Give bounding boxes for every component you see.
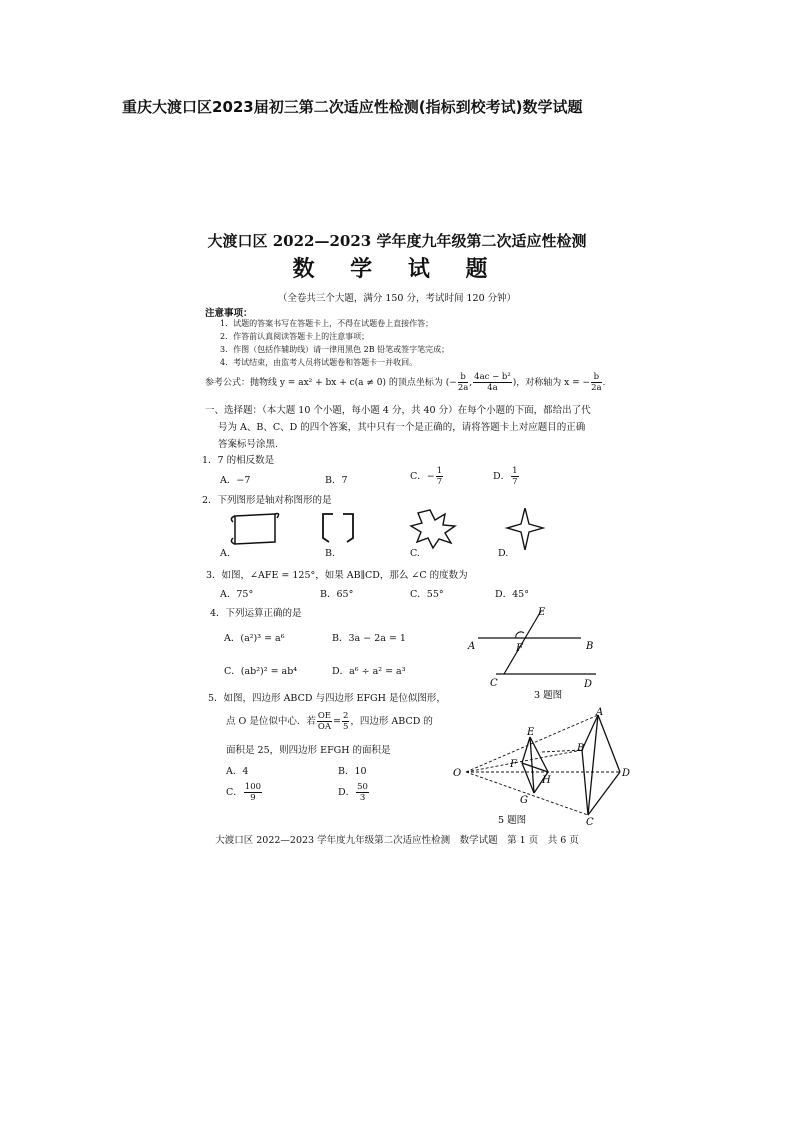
section-heading: 一、选择题：（本大题 10 个小题，每小题 4 分，共 40 分）在每个小题的下面，都给出了代 (205, 405, 591, 416)
q1-option-b: B．7 (325, 475, 348, 486)
notes-title: 注意事项： (205, 308, 253, 319)
point-label: F (510, 759, 517, 770)
fraction (473, 372, 512, 393)
note-item: 2．作答前认真阅读答题卡上的注意事项； (220, 332, 370, 341)
point-label: C (490, 678, 498, 689)
fraction (356, 782, 369, 803)
q2-label-d: D. (498, 548, 509, 559)
section-text: 答案标号涂黑. (218, 439, 279, 450)
q4-option-c: C．(ab²)² = ab⁴ (224, 666, 298, 677)
fraction (511, 466, 518, 487)
denominator: 9 (250, 793, 256, 803)
denominator: 2a (591, 383, 602, 393)
question-text: = (333, 716, 341, 727)
point-label: F (516, 643, 523, 654)
figure-caption: 3 题图 (534, 690, 563, 701)
reference-formula (205, 372, 605, 393)
q1-option-a: A．−7 (220, 475, 251, 486)
point-label: D (622, 768, 631, 779)
fraction (342, 711, 349, 732)
question-5-line-1: 5．如图，四边形 ABCD 与四边形 EFGH 是位似图形， (208, 693, 446, 704)
fraction (317, 711, 332, 732)
fraction (436, 466, 443, 487)
q4-option-b: B．3a − 2a = 1 (332, 633, 406, 644)
question-5-line-3: 面积是 25，则四边形 EFGH 的面积是 (226, 745, 391, 756)
exam-title: 大渡口区 2022—2023 学年度九年级第二次适应性检测 (207, 232, 587, 250)
point-label: E (527, 727, 535, 738)
exam-subject: 数 学 试 题 (292, 256, 502, 282)
denominator: 2a (457, 383, 469, 393)
q4-option-d: D．a⁶ ÷ a² = a³ (332, 666, 406, 677)
question-1-stem: 1．7 的相反数是 (202, 455, 275, 466)
fraction (244, 782, 262, 803)
q4-option-a: A．(a²)³ = a⁶ (224, 633, 285, 644)
question-3-stem: 3．如图，∠AFE = 125°，如果 AB∥CD，那么 ∠C 的度数为 (206, 570, 468, 581)
q5-option-c (226, 782, 263, 803)
fraction (591, 372, 601, 393)
page-footer: 大渡口区 2022—2023 学年度九年级第二次适应性检测 数学试题 第 1 页 共 6 页 (215, 835, 579, 846)
fraction (458, 372, 468, 393)
option-label: D． (493, 471, 511, 482)
exam-info: （全卷共三个大题，满分 150 分，考试时间 120 分钟） (277, 293, 517, 304)
note-item: 3．作图（包括作辅助线）请一律用黑色 2B 铅笔或签字笔完成； (220, 345, 450, 354)
point-label: A (596, 707, 604, 718)
q2-label-b: B. (325, 548, 336, 559)
option-label: D． (338, 787, 356, 798)
q1-option-c (410, 466, 444, 487)
option-label: C． (226, 787, 243, 798)
point-label: O (453, 768, 462, 779)
denominator: 7 (436, 477, 443, 487)
q2-figures (225, 508, 585, 550)
formula-text: . (602, 378, 606, 388)
denominator: 5 (342, 722, 349, 732)
question-2-stem: 2．下列图形是轴对称图形的是 (202, 495, 332, 506)
burst-figure (411, 510, 455, 548)
formula-text: , (469, 378, 473, 388)
numerator: b (591, 372, 601, 383)
point-label: B (577, 743, 585, 754)
point-label: H (542, 775, 551, 786)
point-label: E (538, 607, 546, 618)
q3-option-b: B．65° (320, 589, 354, 600)
denominator: 3 (359, 793, 366, 803)
bracket-figure (323, 514, 353, 542)
q2-label-a: A. (220, 548, 230, 559)
note-item: 1．试题的答案书写在答题卡上，不得在试题卷上直接作答； (220, 319, 434, 328)
q1-option-d (493, 466, 520, 487)
option-label: C．− (410, 471, 435, 482)
numerator: b (458, 372, 468, 383)
point-label: B (586, 641, 594, 652)
q5-option-d (338, 782, 370, 803)
point-label: C (586, 817, 594, 827)
formula-text: 参考公式：抛物线 y = ax² + bx + c(a ≠ 0) 的顶点坐标为 (− (205, 378, 457, 388)
four-point-star-figure (507, 508, 543, 550)
question-4-stem: 4．下列运算正确的是 (210, 608, 302, 619)
question-text: 点 O 是位似中心．若 (226, 716, 316, 727)
denominator: 7 (512, 477, 518, 487)
numerator: 50 (357, 782, 368, 792)
q3-option-c: C．55° (410, 589, 444, 600)
document-title: 重庆大渡口区2023届初三第二次适应性检测(指标到校考试)数学试题 (122, 98, 583, 116)
denominator: 4a (487, 383, 498, 393)
question-5-line-2 (226, 711, 433, 732)
q5-figure (450, 705, 640, 827)
note-item: 4．考试结束，由监考人员将试题卷和答题卡一并收回。 (220, 358, 418, 367)
formula-text: )，对称轴为 x = − (512, 378, 591, 388)
numerator: OE (317, 711, 332, 721)
numerator: 2 (342, 711, 349, 721)
numerator: 100 (244, 782, 262, 792)
scroll-figure (231, 514, 278, 545)
q5-option-b: B．10 (338, 766, 367, 777)
question-text: ，四边形 ABCD 的 (350, 716, 433, 727)
q5-option-a: A．4 (226, 766, 249, 777)
q3-option-d: D．45° (495, 589, 529, 600)
q3-option-a: A．75° (220, 589, 254, 600)
point-label: A (468, 641, 476, 652)
quad-abcd (582, 715, 620, 815)
denominator: OA (317, 722, 331, 732)
q3-figure (466, 603, 616, 703)
point-label: G (520, 795, 528, 806)
numerator: 4ac − b² (474, 372, 511, 382)
numerator: 1 (512, 466, 518, 476)
section-text: 号为 A、B、C、D 的四个答案，其中只有一个是正确的，请将答题卡上对应题目的正确 (218, 422, 586, 433)
point-label: D (584, 679, 593, 690)
angle-arc (516, 632, 524, 638)
numerator: 1 (436, 466, 443, 476)
q2-label-c: C. (410, 548, 420, 559)
figure-caption: 5 题图 (498, 815, 527, 826)
